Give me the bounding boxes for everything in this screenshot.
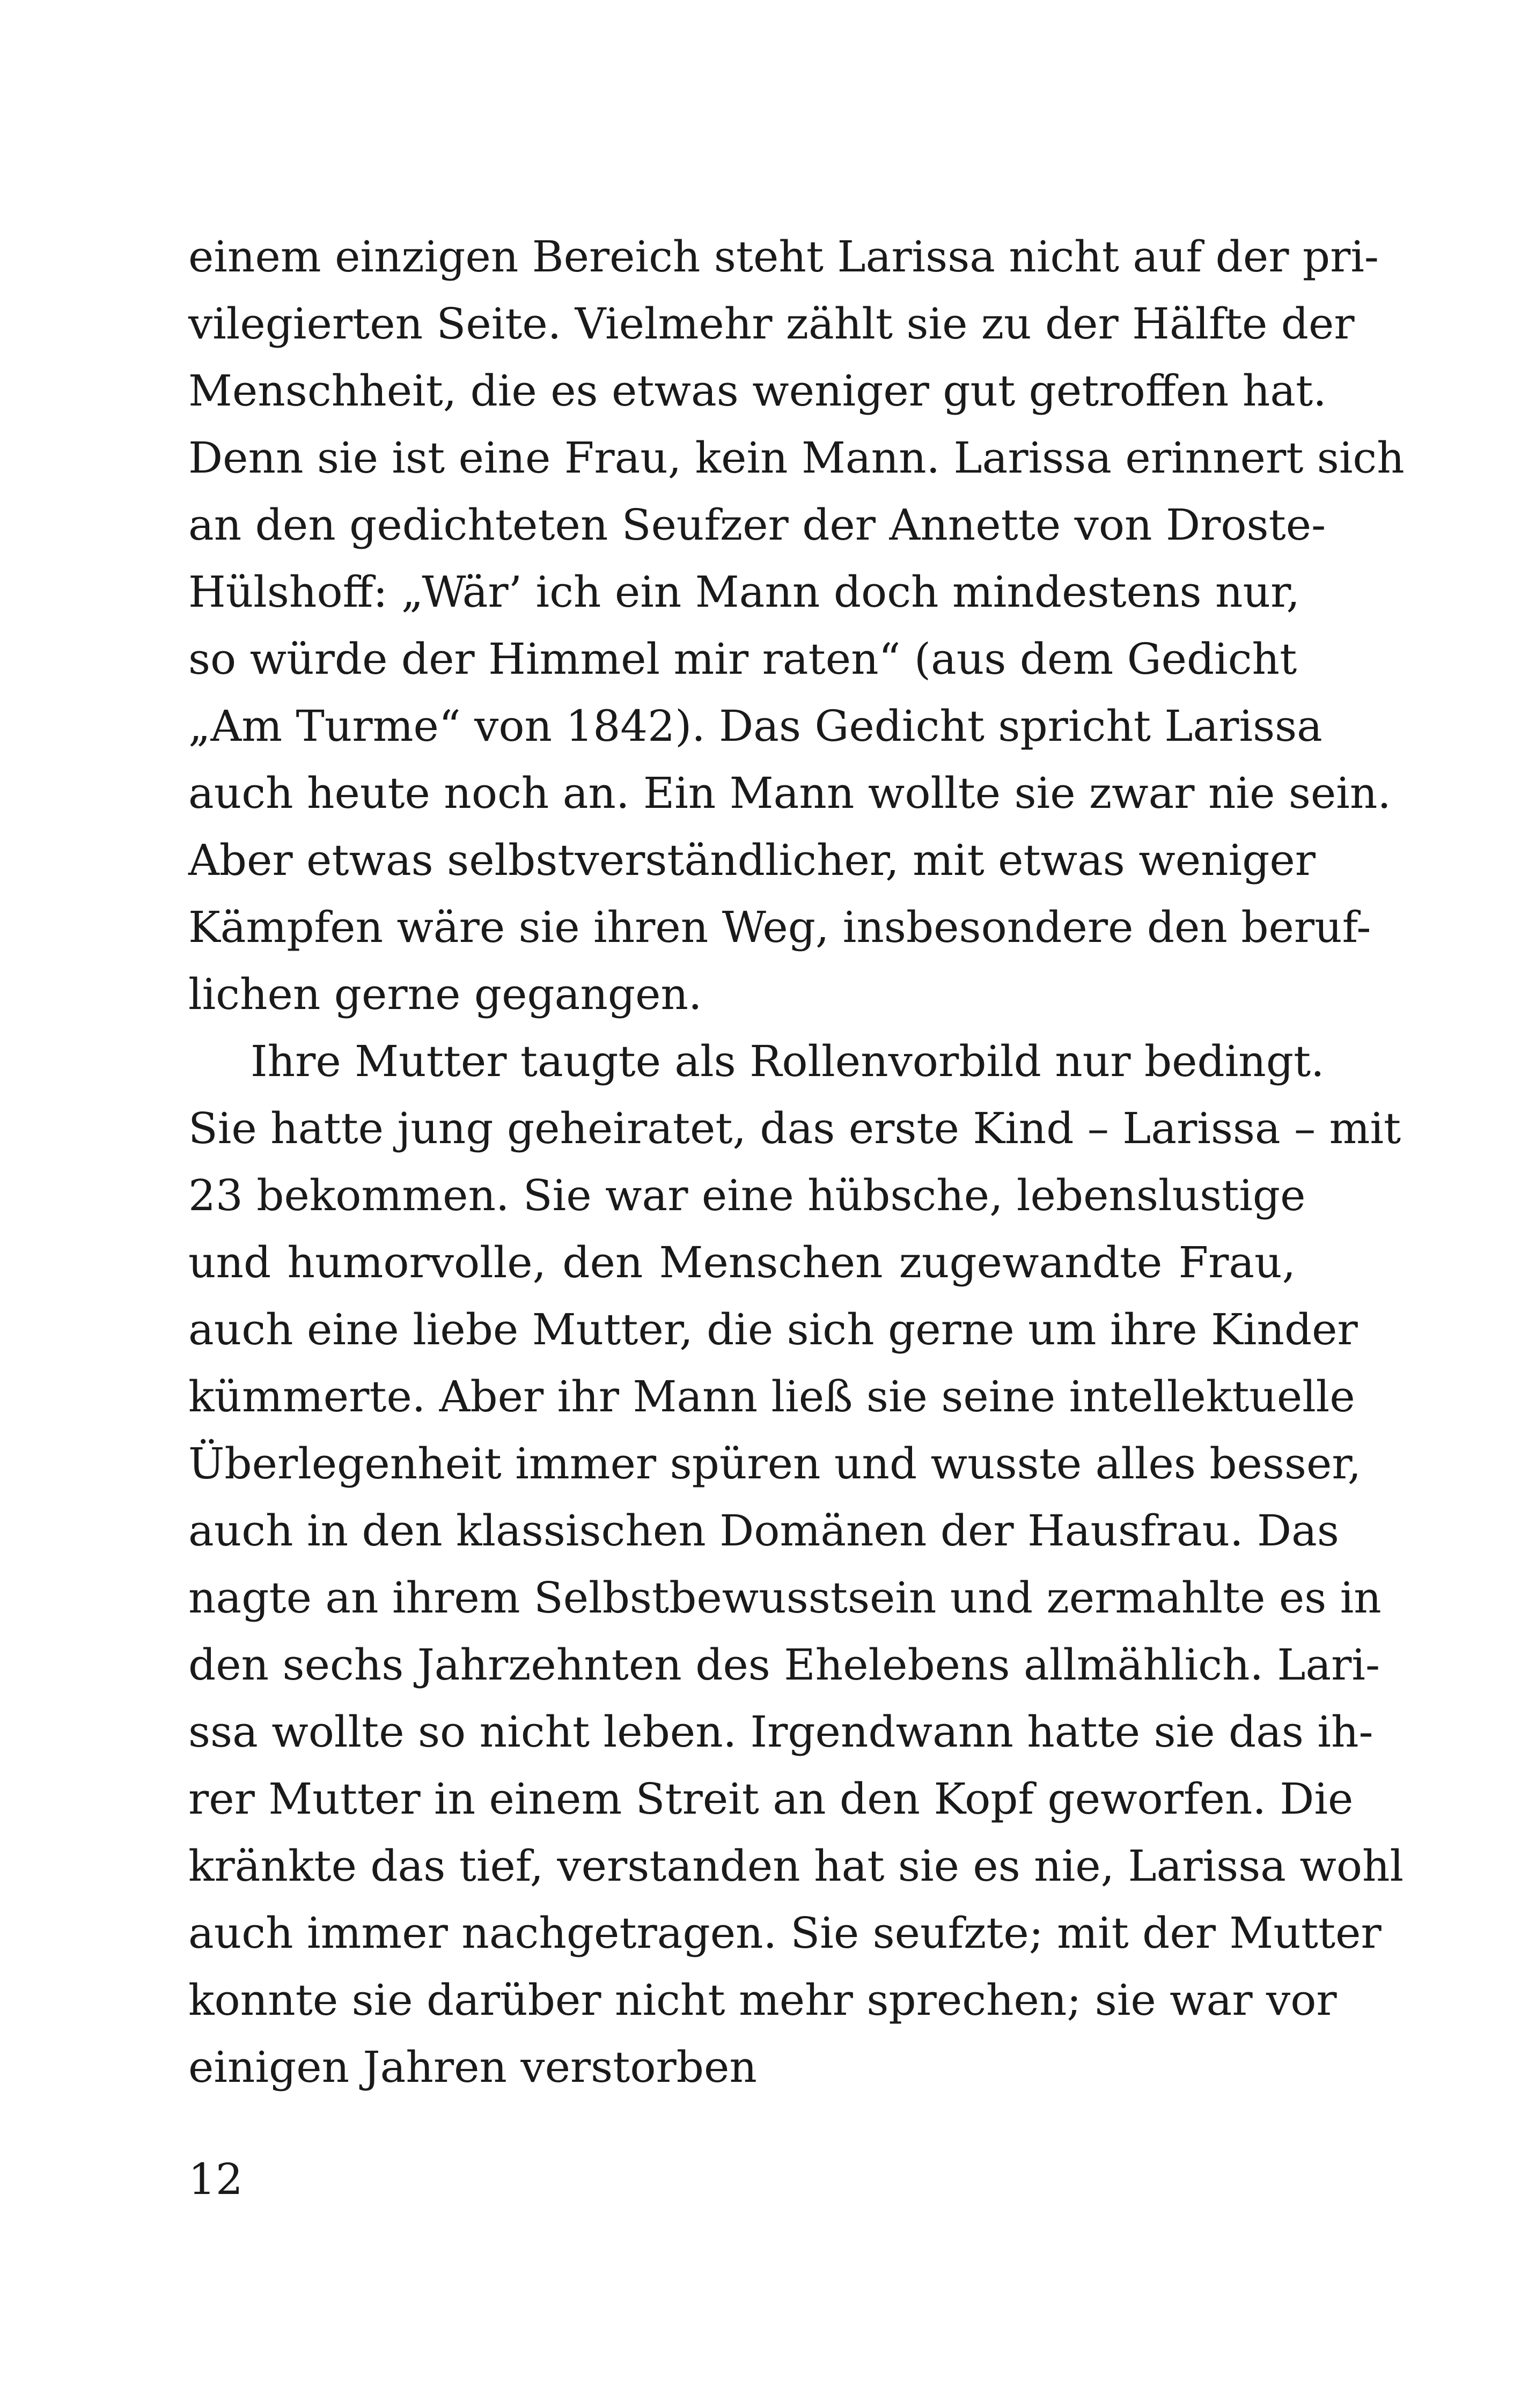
- text-line: kümmerte. Aber ihr Mann ließ sie seine intellektuelle: [188, 1372, 1355, 1422]
- body-text: [188, 223, 1405, 2101]
- text-line: Aber etwas selbstverständlicher, mit etwas weniger: [188, 835, 1316, 885]
- text-line: Hülshoff: „Wär’ ich ein Mann doch mindestens nur,: [188, 567, 1300, 617]
- text-line: Kämpfen wäre sie ihren Weg, insbesondere den beruf-: [188, 902, 1371, 952]
- text-line: auch heute noch an. Ein Mann wollte sie zwar nie sein.: [188, 768, 1391, 818]
- text-line: einem einzigen Bereich steht Larissa nicht auf der pri-: [188, 232, 1379, 282]
- text-line: auch in den klassischen Domänen der Hausfrau. Das: [188, 1506, 1339, 1556]
- text-line: auch eine liebe Mutter, die sich gerne um ihre Kinder: [188, 1305, 1358, 1354]
- text-line: Menschheit, die es etwas weniger gut getroffen hat.: [188, 366, 1327, 416]
- text-line: vilegierten Seite. Vielmehr zählt sie zu der Hälfte der: [188, 299, 1355, 349]
- text-line: kränkte das tief, verstanden hat sie es nie, Larissa wohl: [188, 1841, 1404, 1891]
- text-line: und humorvolle, den Menschen zugewandte Frau,: [188, 1238, 1296, 1287]
- text-line: „Am Turme“ von 1842). Das Gedicht spricht Larissa: [188, 701, 1322, 751]
- text-line: Denn sie ist eine Frau, kein Mann. Larissa erinnert sich: [188, 433, 1405, 483]
- text-line: 23 bekommen. Sie war eine hübsche, lebenslustige: [188, 1170, 1306, 1220]
- text-line: nagte an ihrem Selbstbewusstsein und zermahlte es in: [188, 1573, 1382, 1623]
- text-line: ssa wollte so nicht leben. Irgendwann hatte sie das ih-: [188, 1707, 1373, 1757]
- text-line: konnte sie darüber nicht mehr sprechen; sie war vor: [188, 1975, 1337, 2025]
- text-line: den sechs Jahrzehnten des Ehelebens allmählich. Lari-: [188, 1640, 1380, 1690]
- text-line: Ihre Mutter taugte als Rollenvorbild nur bedingt.: [251, 1036, 1325, 1086]
- text-line: einigen Jahren verstorben: [188, 2042, 757, 2092]
- text-line: Sie hatte jung geheiratet, das erste Kind – Larissa – mit: [188, 1103, 1401, 1153]
- text-line: an den gedichteten Seufzer der Annette von Droste-: [188, 500, 1326, 550]
- text-line: auch immer nachgetragen. Sie seufzte; mit der Mutter: [188, 1908, 1382, 1958]
- text-line: rer Mutter in einem Streit an den Kopf geworfen. Die: [188, 1774, 1354, 1824]
- text-line: Überlegenheit immer spüren und wusste alles besser,: [188, 1439, 1362, 1489]
- text-line: so würde der Himmel mir raten“ (aus dem Gedicht: [188, 634, 1297, 684]
- page-number: 12: [188, 2154, 243, 2204]
- text-line: lichen gerne gegangen.: [188, 969, 702, 1019]
